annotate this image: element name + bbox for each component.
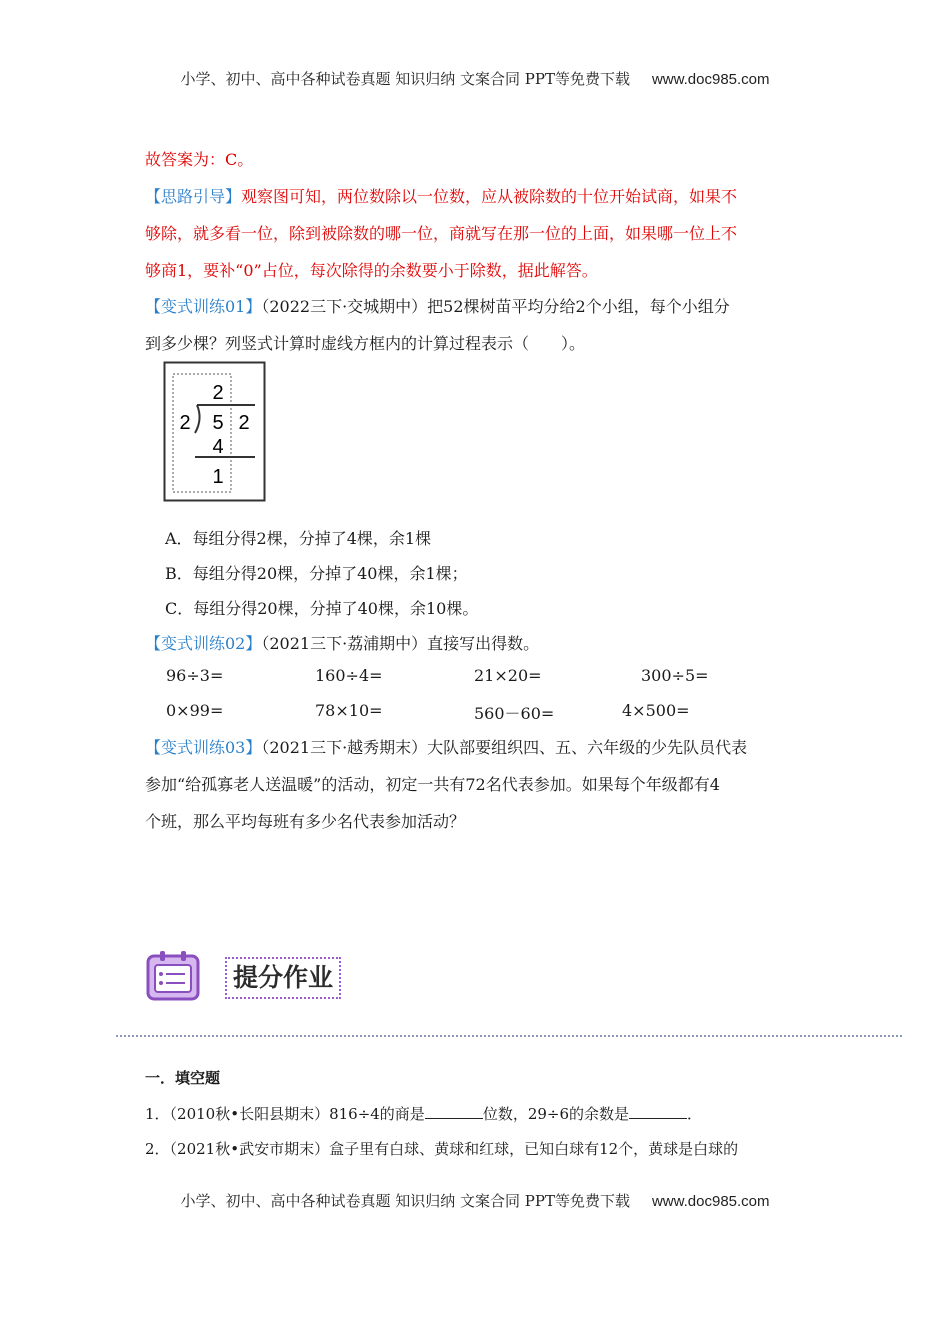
calc-r1-c1: 96÷3=	[166, 666, 224, 685]
ex3-line-3: 个班，那么平均每班有多少名代表参加活动？	[145, 812, 466, 831]
calc-r2-c4: 4×500=	[622, 701, 690, 720]
ex2-tag: 【变式训练02】	[145, 634, 262, 653]
answer-line: 故答案为：C。	[145, 150, 254, 169]
homework-calendar-icon	[145, 950, 201, 1002]
hint-line-3: 够商1，要补“0”占位，每次除得的余数要小于除数，据此解答。	[145, 261, 598, 280]
calc-r1-c4: 300÷5=	[641, 666, 709, 685]
quotient-digit: 2	[212, 382, 224, 404]
hint-line-1	[145, 184, 737, 207]
remainder-digit: 1	[212, 466, 224, 488]
ex1-line-2: 到多少棵？列竖式计算时虚线方框内的计算过程表示（ ）。	[145, 334, 586, 353]
section-divider	[116, 1035, 902, 1037]
calc-r2-c2: 78×10=	[315, 701, 383, 720]
hint-line-2: 够除，就多看一位，除到被除数的哪一位，商就写在那一位的上面，如果哪一位上不	[145, 224, 738, 243]
q1-blank-1[interactable]	[425, 1104, 483, 1119]
ex3-text-1: （2021三下·越秀期末）大队部要组织四、五、六年级的少先队员代表	[261, 738, 748, 757]
homework-title: 提分作业	[225, 957, 341, 999]
question-2: 2．（2021秋•武安市期末）盒子里有白球、黄球和红球，已知白球有12个，黄球是白球的	[145, 1140, 739, 1158]
hint-text-1: 观察图可知，两位数除以一位数，应从被除数的十位开始试商，如果不	[241, 187, 738, 206]
page-header	[0, 68, 950, 89]
dividend-tens-digit: 5	[212, 412, 224, 434]
divisor-digit: 2	[179, 412, 191, 434]
hint-tag: 【思路引导】	[145, 187, 242, 206]
calc-r1-c2: 160÷4=	[315, 666, 383, 685]
header-site[interactable]: www.doc985.com	[651, 71, 770, 88]
calc-r2-c3: 560－60=	[474, 704, 555, 723]
page-footer	[0, 1190, 950, 1211]
footer-site[interactable]: www.doc985.com	[651, 1193, 770, 1210]
q1-part-a: 1．（2010秋•长阳县期末）816÷4的商是	[145, 1105, 425, 1123]
ex2-text: （2021三下·荔浦期中）直接写出得数。	[261, 634, 540, 653]
option-b[interactable]: B．每组分得20棵，分掉了40棵，余1棵；	[165, 564, 468, 583]
ex3-tag: 【变式训练03】	[145, 738, 262, 757]
option-a[interactable]: A．每组分得2棵，分掉了4棵，余1棵	[165, 529, 432, 548]
ex3-line-1	[145, 735, 747, 758]
ex2-line	[145, 631, 539, 654]
dividend-ones-digit: 2	[238, 412, 250, 434]
fill-heading: 一．填空题	[145, 1069, 221, 1087]
q1-part-c: ．	[687, 1105, 703, 1123]
q1-part-b: 位数，29÷6的余数是	[482, 1105, 630, 1123]
calc-r1-c3: 21×20=	[474, 666, 542, 685]
product-digit: 4	[212, 436, 224, 458]
ex1-tag: 【变式训练01】	[145, 297, 262, 316]
q1-blank-2[interactable]	[629, 1104, 687, 1119]
ex3-line-2: 参加“给孤寡老人送温暖”的活动，初定一共有72名代表参加。如果每个年级都有4	[145, 775, 720, 794]
ex1-line-1	[145, 294, 730, 317]
ex1-text-1: （2022三下·交城期中）把52棵树苗平均分给2个小组，每个小组分	[261, 297, 730, 316]
calc-r2-c1: 0×99=	[166, 701, 224, 720]
question-1	[145, 1103, 702, 1124]
header-text: 小学、初中、高中各种试卷真题 知识归纳 文案合同 PPT等免费下载	[180, 70, 630, 88]
option-c[interactable]: C．每组分得20棵，分掉了40棵，余10棵。	[165, 599, 479, 618]
long-division-figure	[163, 361, 267, 503]
footer-text: 小学、初中、高中各种试卷真题 知识归纳 文案合同 PPT等免费下载	[180, 1192, 630, 1210]
